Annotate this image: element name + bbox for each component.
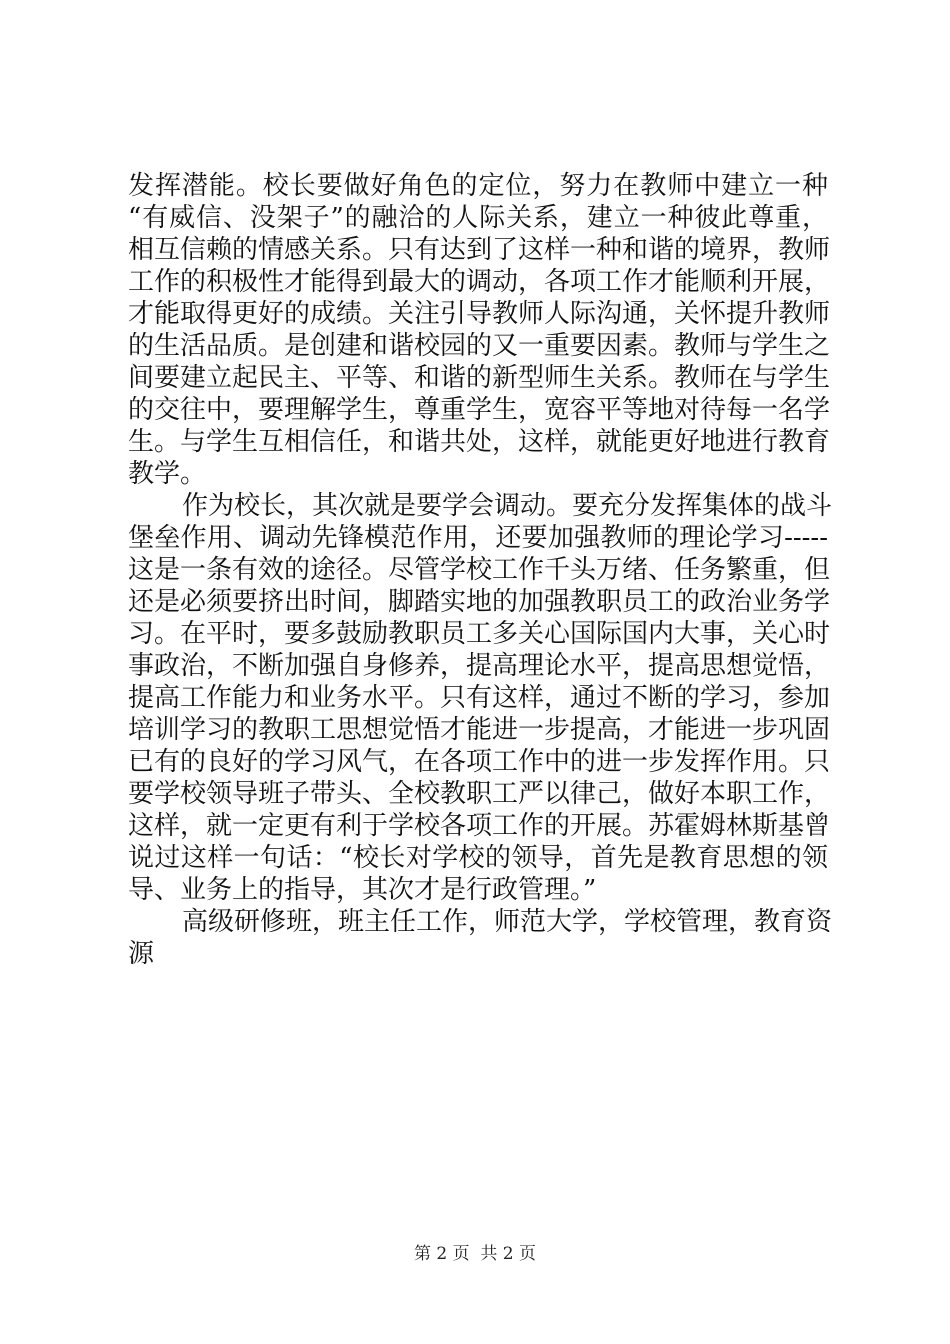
document-body xyxy=(128,170,833,970)
text-line: 导、业务上的指导，其次才是行政管理。” xyxy=(128,875,597,905)
page-footer xyxy=(0,1242,950,1266)
text-line: 提高工作能力和业务水平。只有这样，通过不断的学习，参加 xyxy=(128,683,831,713)
text-line: 才能取得更好的成绩。关注引导教师人际沟通，关怀提升教师 xyxy=(128,299,831,329)
text-line: “有威信、没架子”的融洽的人际关系，建立一种彼此尊重， xyxy=(128,203,828,233)
text-line: 这样，就一定更有利于学校各项工作的开展。苏霍姆林斯基曾 xyxy=(128,811,831,841)
text-line: 教学。 xyxy=(128,459,207,489)
text-line: 相互信赖的情感关系。只有达到了这样一种和谐的境界，教师 xyxy=(128,235,831,265)
text-line: 生。与学生互相信任，和谐共处，这样，就能更好地进行教育 xyxy=(128,427,831,457)
text-line: 的生活品质。是创建和谐校园的又一重要因素。教师与学生之 xyxy=(128,331,831,361)
text-line: 堡垒作用、调动先锋模范作用，还要加强教师的理论学习----- xyxy=(128,523,828,553)
text-line: 间要建立起民主、平等、和谐的新型师生关系。教师在与学生 xyxy=(128,363,831,393)
text-line: 培训学习的教职工思想觉悟才能进一步提高，才能进一步巩固 xyxy=(128,715,831,745)
text-line: 说过这样一句话：“校长对学校的领导，首先是教育思想的领 xyxy=(128,843,828,873)
text-line: 的交往中，要理解学生，尊重学生，宽容平等地对待每一名学 xyxy=(128,395,831,425)
text-line: 事政治，不断加强自身修养，提高理论水平，提高思想觉悟， xyxy=(128,651,831,681)
page-number-label: 第 2 页 共 2 页 xyxy=(413,1244,537,1264)
text-line: 发挥潜能。校长要做好角色的定位，努力在教师中建立一种 xyxy=(128,171,828,201)
text-line: 已有的良好的学习风气，在各项工作中的进一步发挥作用。只 xyxy=(128,747,831,777)
text-line: 源 xyxy=(128,939,155,969)
text-line: 还是必须要挤出时间，脚踏实地的加强教职员工的政治业务学 xyxy=(128,587,831,617)
text-line: 习。在平时，要多鼓励教职员工多关心国际国内大事，关心时 xyxy=(128,619,831,649)
text-line: 工作的积极性才能得到最大的调动，各项工作才能顺利开展， xyxy=(128,267,831,297)
text-line: 这是一条有效的途径。尽管学校工作千头万绪、任务繁重，但 xyxy=(128,555,831,585)
text-line: 要学校领导班子带头、全校教职工严以律己，做好本职工作， xyxy=(128,779,831,809)
text-line: 作为校长，其次就是要学会调动。要充分发挥集体的战斗 xyxy=(182,491,833,521)
text-line: 高级研修班，班主任工作，师范大学，学校管理，教育资 xyxy=(182,907,833,937)
